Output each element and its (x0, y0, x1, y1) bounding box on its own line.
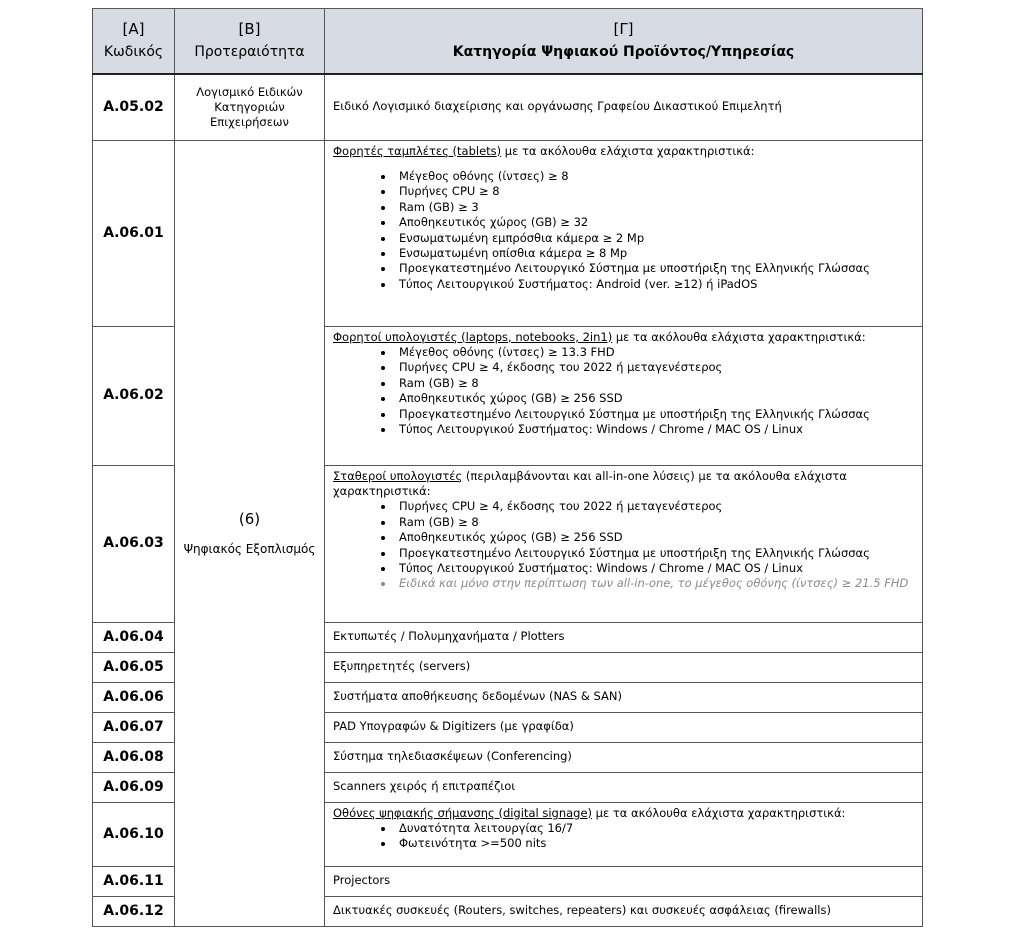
list-item: • Πυρήνες CPU ≥ 4, έκδοσης του 2022 ή μεταγενέστερος (395, 360, 914, 375)
header-priority-letter: [Β] (238, 20, 261, 38)
list-item: • Μέγεθος οθόνης (ίντσες) ≥ 13.3 FHD (395, 345, 914, 360)
list-item: • Τύπος Λειτουργικού Συστήματος: Windows / Chrome / MAC OS / Linux (395, 422, 914, 437)
header-category (325, 9, 923, 75)
row-title-rest: (περιλαμβάνονται και all-in-one λύσεις) με τα ακόλουθα ελάχιστα χαρακτηριστικά: (333, 468, 847, 498)
row-description: Δικτυακές συσκευές (Routers, switches, repeaters) και συσκευές ασφάλειας (firewalls) (325, 896, 923, 926)
list-item: • Τύπος Λειτουργικού Συστήματος: Android (ver. ≥12) ή iPadOS (395, 277, 914, 292)
list-item: • Δυνατότητα λειτουργίας 16/7 (395, 821, 914, 836)
list-item: • Ram (GB) ≥ 3 (395, 200, 914, 215)
row-description (325, 465, 923, 622)
priority-group-number: (6) (238, 509, 261, 528)
row-title-underlined: Φορητές ταμπλέτες (tablets) (333, 143, 502, 158)
row-description: Συστήματα αποθήκευσης δεδομένων (NAS & SAN) (325, 682, 923, 712)
list-item: • Μέγεθος οθόνης (ίντσες) ≥ 8 (395, 169, 914, 184)
spec-list (333, 169, 914, 292)
list-item: • Αποθηκευτικός χώρος (GB) ≥ 256 SSD (395, 530, 914, 545)
row-code: Α.06.12 (93, 896, 175, 926)
list-item: • Ενσωματωμένη οπίσθια κάμερα ≥ 8 Mp (395, 246, 914, 261)
table-row-a0601 (93, 140, 923, 326)
row-description: Ειδικό Λογισμικό διαχείρισης και οργάνωσης Γραφείου Δικαστικού Επιμελητή (325, 74, 923, 140)
row-title (333, 144, 914, 159)
header-priority-title: Προτεραιότητα (194, 44, 305, 60)
row-description: Scanners χειρός ή επιτραπέζιοι (325, 772, 923, 802)
row-title (333, 806, 914, 821)
row-code: Α.06.01 (93, 140, 175, 326)
list-item: • Ram (GB) ≥ 8 (395, 515, 914, 530)
list-item: • Προεγκατεστημένο Λειτουργικό Σύστημα με υποστήριξη της Ελληνικής Γλώσσας (395, 546, 914, 561)
row-code: Α.06.10 (93, 802, 175, 866)
list-item: • Πυρήνες CPU ≥ 8 (395, 184, 914, 199)
priority-group-label: Ψηφιακός Εξοπλισμός (183, 542, 316, 557)
row-title-rest: με τα ακόλουθα ελάχιστα χαρακτηριστικά: (612, 329, 866, 344)
row-title (333, 469, 914, 500)
row-title-underlined: Σταθεροί υπολογιστές (333, 468, 463, 483)
row-title (333, 330, 914, 345)
row-description: PAD Υπογραφών & Digitizers (με γραφίδα) (325, 712, 923, 742)
row-description (325, 802, 923, 866)
table-row-a0502 (93, 74, 923, 140)
priority-group-digital-equipment (175, 140, 325, 926)
row-description: Σύστημα τηλεδιασκέψεων (Conferencing) (325, 742, 923, 772)
digital-products-table (92, 8, 923, 927)
row-description: Projectors (325, 866, 923, 896)
row-description: Εξυπηρετητές (servers) (325, 652, 923, 682)
header-code-title: Κωδικός (103, 44, 164, 60)
row-title-rest: με τα ακόλουθα ελάχιστα χαρακτηριστικά: (592, 805, 846, 820)
list-item: • Τύπος Λειτουργικού Συστήματος: Windows / Chrome / MAC OS / Linux (395, 561, 914, 576)
row-title-underlined: Οθόνες ψηφιακής σήμανσης (digital signage) (333, 805, 593, 820)
spec-list (333, 345, 914, 437)
header-category-title: Κατηγορία Ψηφιακού Προϊόντος/Υπηρεσίας (452, 44, 795, 60)
row-code: Α.05.02 (93, 74, 175, 140)
row-description: Εκτυπωτές / Πολυμηχανήματα / Plotters (325, 622, 923, 652)
row-title-rest: με τα ακόλουθα ελάχιστα χαρακτηριστικά: (501, 143, 755, 158)
spec-list (333, 821, 914, 852)
list-item: • Ενσωματωμένη εμπρόσθια κάμερα ≥ 2 Mp (395, 231, 914, 246)
row-code: Α.06.05 (93, 652, 175, 682)
row-code: Α.06.09 (93, 772, 175, 802)
row-priority: Λογισμικό Ειδικών Κατηγοριών Επιχειρήσεων (175, 74, 325, 140)
row-title-underlined: Φορητοί υπολογιστές (laptops, notebooks, 2in1) (333, 329, 613, 344)
header-code-letter: [Α] (122, 20, 145, 38)
row-description (325, 326, 923, 465)
list-item: • Ram (GB) ≥ 8 (395, 376, 914, 391)
row-code: Α.06.07 (93, 712, 175, 742)
row-code: Α.06.03 (93, 465, 175, 622)
header-category-letter: [Γ] (613, 20, 634, 38)
row-code: Α.06.04 (93, 622, 175, 652)
list-item: • Πυρήνες CPU ≥ 4, έκδοσης του 2022 ή μεταγενέστερος (395, 499, 914, 514)
row-code: Α.06.06 (93, 682, 175, 712)
header-code (93, 9, 175, 75)
list-item-note: • Ειδικά και μόνο στην περίπτωση των all-in-one, το μέγεθος οθόνης (ίντσες) ≥ 21.5 FHD (395, 576, 914, 591)
row-description (325, 140, 923, 326)
list-item: • Φωτεινότητα >=500 nits (395, 836, 914, 851)
header-priority (175, 9, 325, 75)
list-item: • Προεγκατεστημένο Λειτουργικό Σύστημα με υποστήριξη της Ελληνικής Γλώσσας (395, 407, 914, 422)
spec-list (333, 499, 914, 591)
list-item: • Προεγκατεστημένο Λειτουργικό Σύστημα με υποστήριξη της Ελληνικής Γλώσσας (395, 261, 914, 276)
row-code: Α.06.11 (93, 866, 175, 896)
row-code: Α.06.08 (93, 742, 175, 772)
list-item: • Αποθηκευτικός χώρος (GB) ≥ 32 (395, 215, 914, 230)
table-header-row (93, 9, 923, 75)
row-code: Α.06.02 (93, 326, 175, 465)
list-item: • Αποθηκευτικός χώρος (GB) ≥ 256 SSD (395, 391, 914, 406)
